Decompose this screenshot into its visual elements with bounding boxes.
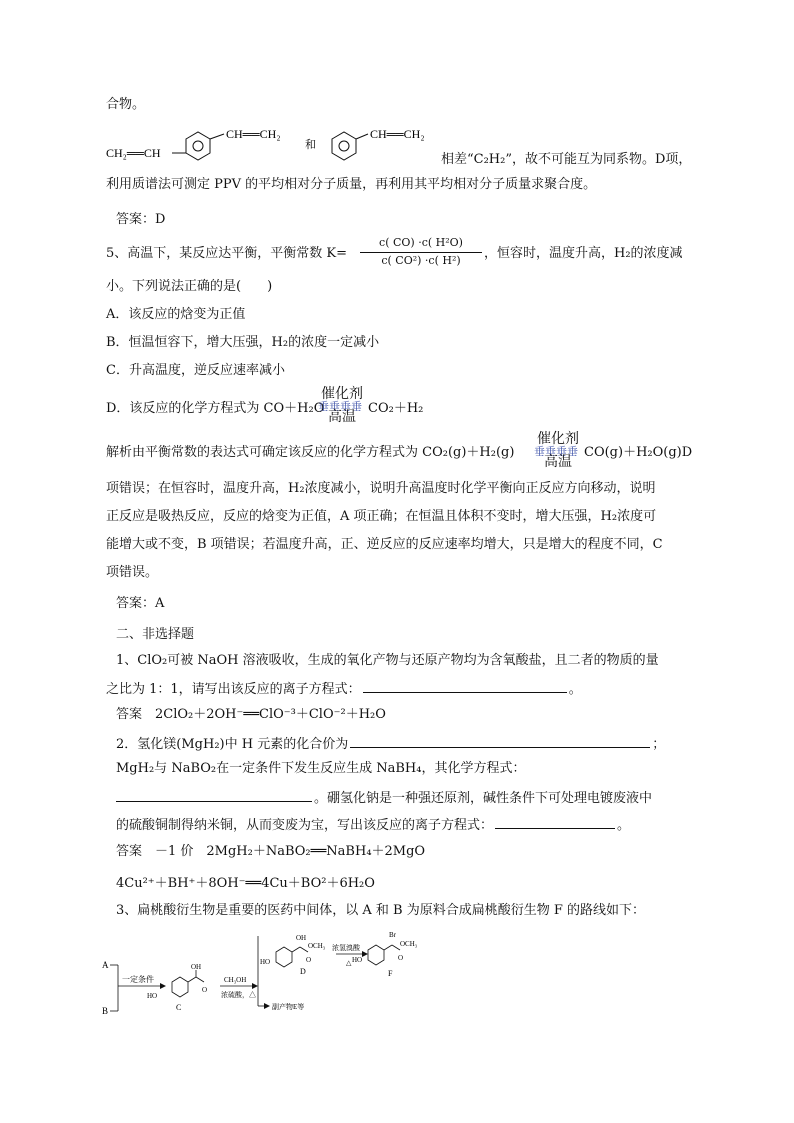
p3-stem: 3、扁桃酸衍生物是重要的医药中间体，以 A 和 B 为原料合成扁桃酸衍生物 F 的路线如下： (116, 903, 646, 918)
q5-d-condition-top: 催化剂 (321, 386, 363, 402)
q5-k-denominator: c( CO²) ·c( H²) (381, 254, 461, 267)
scheme-C: C (176, 1003, 182, 1012)
q5-exp-condition-mid: 垂垂垂垂 (534, 445, 578, 458)
scheme-cond1: 一定条件 (122, 975, 154, 984)
fragment-text: 合物。 (106, 97, 146, 112)
scheme-O-C: O (202, 986, 208, 994)
p2-equation-blank[interactable] (116, 787, 312, 802)
q4-tail-line2: 利用质谱法可测定 PPV 的平均相对分子质量，再利用其平均相对分子质量求聚合度。 (106, 177, 597, 192)
p2-line4-end: 。 (617, 818, 631, 833)
q5-stem-b: ，恒容时，温度升高，H₂的浓度减 (484, 246, 683, 261)
q5-explanation-line1-left: 解析由平衡常数的表达式可确定该反应的化学方程式为 CO₂(g)＋H₂(g) (106, 445, 515, 460)
synthesis-scheme (100, 922, 450, 1018)
p1-line2-end: 。 (568, 682, 582, 697)
p1-line2 (106, 678, 582, 699)
struct1-left-group: CH₂══CH (106, 146, 161, 160)
scheme-OCH3-F: OCH₃ (400, 940, 418, 948)
q4-tail-line1: 相差“C₂H₂”，故不可能互为同系物。D项， (441, 152, 692, 167)
q5-d-condition-mid: 垂垂垂垂 (318, 400, 362, 413)
struct-conjunction: 和 (305, 139, 316, 151)
p1-answer: 答案 2ClO₂＋2OH⁻══ClO⁻³＋ClO⁻²＋H₂O (116, 707, 386, 722)
q5-option-a: A．该反应的焓变为正值 (106, 307, 246, 322)
struct1-right-group: CH══CH₂ (226, 127, 281, 141)
benzene-ring-icon (186, 132, 210, 160)
scheme-OH-C: OH (191, 963, 202, 971)
q5-explanation-line3: 正反应是吸热反应，反应的焓变为正值，A 项正确；在恒温且体积不变时，增大压强，H₂浓度可 (106, 509, 657, 524)
scheme-A: A (102, 960, 109, 970)
section-title: 二、非选择题 (116, 627, 195, 642)
scheme-B: B (102, 1006, 109, 1016)
scheme-HO-C: HO (147, 992, 158, 1000)
q5-exp-condition-bottom: 高温 (544, 454, 572, 470)
p2-line1 (116, 733, 665, 754)
scheme-delta: △ (346, 959, 352, 967)
q5-d-condition-bottom: 高温 (328, 409, 356, 425)
scheme-D: D (300, 967, 306, 976)
p2-line4 (116, 814, 630, 835)
scheme-ch3oh: CH₃OH (224, 976, 247, 984)
q5-explanation-line5: 项错误。 (106, 565, 159, 580)
q4-answer: 答案：D (116, 212, 166, 227)
p2-line1-text: 2．氢化镁(MgH₂)中 H 元素的化合价为 (116, 737, 349, 752)
scheme-byproduct: 副产物E等 (272, 1003, 305, 1011)
p1-line2-text: 之比为 1：1，请写出该反应的离子方程式： (106, 682, 361, 697)
scheme-hbr: 浓氢溴酸 (332, 944, 360, 952)
q5-option-d-right: CO₂＋H₂ (368, 401, 424, 416)
q5-option-c: C．升高温度，逆反应速率减小 (106, 363, 285, 378)
p2-line2: MgH₂与 NaBO₂在一定条件下发生反应生成 NaBH₄，其化学方程式： (116, 761, 526, 776)
q5-exp-condition-top: 催化剂 (537, 431, 579, 447)
q5-k-numerator: c( CO) ·c( H²O) (379, 236, 463, 249)
scheme-F: F (388, 969, 393, 978)
p2-answer-line2: 4Cu²⁺＋BH⁺＋8OH⁻══4Cu＋BO²＋6H₂O (116, 876, 375, 891)
q5-stem-a: 5、高温下，某反应达平衡，平衡常数 K= (106, 246, 348, 261)
scheme-HO-F: HO (352, 956, 363, 964)
structure-formulas (100, 122, 445, 166)
p1-line1: 1、ClO₂可被 NaOH 溶液吸收，生成的氧化产物与还原产物均为含氧酸盐，且二者的物质的量 (116, 653, 659, 668)
scheme-O-F: O (398, 954, 404, 962)
scheme-OH-D: OH (296, 934, 307, 942)
scheme-O-D: O (306, 956, 312, 964)
struct2-group: CH══CH₂ (370, 127, 425, 141)
benzene-ring-icon-2 (332, 132, 356, 160)
scheme-cat: 浓硫酸，△ (221, 991, 256, 999)
p2-line3-text: 。硼氢化钠是一种强还原剂，碱性条件下可处理电镀废液中 (314, 791, 653, 806)
scheme-ring-C-icon (172, 977, 188, 997)
q5-k-fraction-bar (360, 252, 482, 253)
p2-line4-text: 的硫酸铜制得纳米铜，从而变废为宝，写出该反应的离子方程式： (116, 818, 494, 833)
scheme-Br: Br (389, 931, 396, 939)
q5-explanation-line2: 项错误；在恒容时，温度升高，H₂浓度减小，说明升高温度时化学平衡向正反应方向移动，说明 (106, 481, 656, 496)
p2-line3 (116, 787, 652, 808)
p2-line1-end: ； (652, 737, 666, 752)
scheme-HO-D: HO (260, 958, 271, 966)
q5-option-d-left: D．该反应的化学方程式为 CO＋H₂O (106, 401, 325, 416)
scheme-ring-F-icon (368, 945, 384, 965)
p2-valence-blank[interactable] (350, 733, 650, 748)
q5-explanation-line4: 能增大或不变，B 项错误；若温度升高，正、逆反应的反应速率均增大，只是增大的程度不同，C (106, 537, 663, 552)
q5-explanation-line1-right: CO(g)＋H₂O(g)D (584, 445, 693, 460)
p1-answer-blank[interactable] (363, 678, 567, 693)
q5-answer: 答案：A (116, 596, 165, 611)
p2-answer-line1: 答案 －1 价 2MgH₂＋NaBO₂══NaBH₄＋2MgO (116, 844, 426, 859)
q5-stem-c: 小。下列说法正确的是( ) (106, 279, 273, 294)
scheme-OCH3-D: OCH₃ (308, 942, 326, 950)
p2-ionic-blank[interactable] (495, 814, 615, 829)
scheme-ring-D-icon (276, 947, 292, 967)
q5-option-b: B．恒温恒容下，增大压强，H₂的浓度一定减小 (106, 335, 380, 350)
